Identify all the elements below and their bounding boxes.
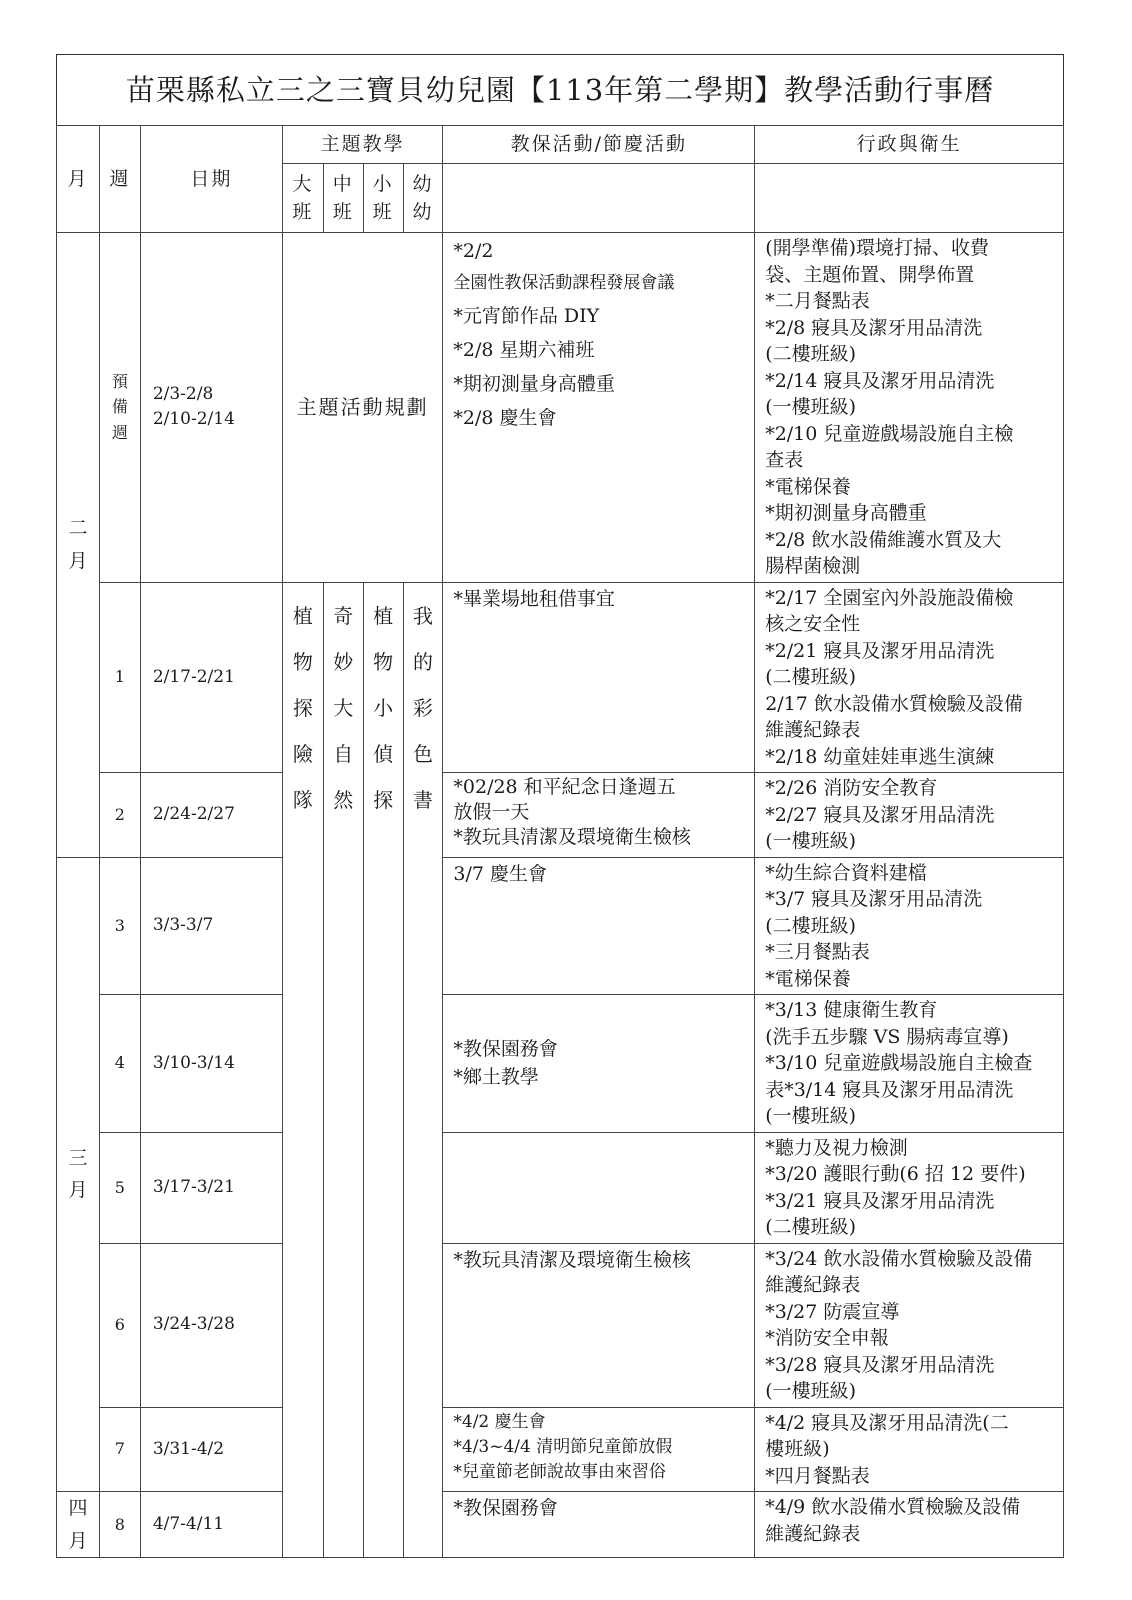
week-admin: *2/26 消防安全教育 *2/27 寢具及潔牙用品清洗 (一樓班級) <box>755 773 1064 858</box>
month-apr: 四 月 <box>57 1492 100 1558</box>
week-number: 4 <box>99 995 140 1133</box>
class-mid-header: 中 班 <box>323 164 363 233</box>
topic-mid-class: 奇 妙 大 自 然 <box>323 582 363 1558</box>
week-dates: 3/10-3/14 <box>140 995 282 1133</box>
week-number: 2 <box>99 773 140 858</box>
week-dates: 4/7-4/11 <box>140 1492 282 1558</box>
week-activities: *教玩具清潔及環境衛生檢核 <box>443 1243 755 1407</box>
activities-subheader <box>443 164 755 233</box>
activities-header: 教保活動/節慶活動 <box>443 126 755 164</box>
calendar-page <box>56 54 1064 1552</box>
topic-baby-class: 我 的 彩 色 書 <box>403 582 443 1558</box>
document-title: 苗栗縣私立三之三寶貝幼兒園【113年第二學期】教學活動行事曆 <box>56 54 1064 126</box>
week-activities: *4/2 慶生會 *4/3~4/4 清明節兒童節放假 *兒童節老師說故事由來習俗 <box>443 1407 755 1492</box>
prep-dates: 2/3-2/8 2/10-2/14 <box>140 233 282 583</box>
week-number: 5 <box>99 1132 140 1243</box>
admin-subheader <box>755 164 1064 233</box>
theme-header: 主題教學 <box>282 126 442 164</box>
week-admin: *4/9 飲水設備水質檢驗及設備 維護紀錄表 <box>755 1492 1064 1558</box>
date-header: 日期 <box>140 126 282 233</box>
week-number: 6 <box>99 1243 140 1407</box>
topic-small-class: 植 物 小 偵 探 <box>363 582 403 1558</box>
month-feb: 二 月 <box>57 233 100 858</box>
week-dates: 3/17-3/21 <box>140 1132 282 1243</box>
week-dates: 2/17-2/21 <box>140 582 282 773</box>
week-dates: 3/31-4/2 <box>140 1407 282 1492</box>
week-number: 3 <box>99 857 140 995</box>
theme-planning: 主題活動規劃 <box>282 233 442 583</box>
prep-week-label: 預 備 週 <box>99 233 140 583</box>
month-header: 月 <box>57 126 100 233</box>
class-small-header: 小 班 <box>363 164 403 233</box>
admin-header: 行政與衛生 <box>755 126 1064 164</box>
topic-big-class: 植 物 探 險 隊 <box>282 582 323 1558</box>
week-admin: *聽力及視力檢測 *3/20 護眼行動(6 招 12 要件) *3/21 寢具及潔牙用品清洗 (二樓班級) <box>755 1132 1064 1243</box>
week-dates: 3/3-3/7 <box>140 857 282 995</box>
prep-admin: (開學準備)環境打掃、收費 袋、主題佈置、開學佈置 *二月餐點表 *2/8 寢具及潔牙用品清洗 (二樓班級) *2/14 寢具及潔牙用品清洗 (一樓班級) *2/10 兒童遊戲場設施自主檢 查表 *電梯保養 *期初測量身高體重 *2/8 飲水設備維護水質及大 腸桿菌檢測 <box>755 233 1064 583</box>
class-baby-header: 幼 幼 <box>403 164 443 233</box>
prep-activities: *2/2 全園性教保活動課程發展會議 *元宵節作品 DIY *2/8 星期六補班 *期初測量身高體重 *2/8 慶生會 <box>443 233 755 583</box>
week-dates: 3/24-3/28 <box>140 1243 282 1407</box>
class-big-header: 大 班 <box>282 164 323 233</box>
week-number: 7 <box>99 1407 140 1492</box>
week-number: 8 <box>99 1492 140 1558</box>
week-admin: *3/13 健康衛生教育 (洗手五步驟 VS 腸病毒宣導) *3/10 兒童遊戲場設施自主檢查 表*3/14 寢具及潔牙用品清洗 (一樓班級) <box>755 995 1064 1133</box>
week-header: 週 <box>99 126 140 233</box>
month-mar: 三 月 <box>57 857 100 1492</box>
week-admin: *4/2 寢具及潔牙用品清洗(二 樓班級) *四月餐點表 <box>755 1407 1064 1492</box>
week-admin: *3/24 飲水設備水質檢驗及設備 維護紀錄表 *3/27 防震宣導 *消防安全申報 *3/28 寢具及潔牙用品清洗 (一樓班級) <box>755 1243 1064 1407</box>
week-dates: 2/24-2/27 <box>140 773 282 858</box>
week-activities: *教保園務會 *鄉土教學 <box>443 995 755 1133</box>
week-activities: *畢業場地租借事宜 <box>443 582 755 773</box>
week-activities: 3/7 慶生會 <box>443 857 755 995</box>
week-admin: *幼生綜合資料建檔 *3/7 寢具及潔牙用品清洗 (二樓班級) *三月餐點表 *電梯保養 <box>755 857 1064 995</box>
week-number: 1 <box>99 582 140 773</box>
week-admin: *2/17 全園室內外設施設備檢 核之安全性 *2/21 寢具及潔牙用品清洗 (二樓班級) 2/17 飲水設備水質檢驗及設備 維護紀錄表 *2/18 幼童娃娃車逃生演練 <box>755 582 1064 773</box>
week-activities: *02/28 和平紀念日逢週五 放假一天 *教玩具清潔及環境衛生檢核 <box>443 773 755 858</box>
week-activities: *教保園務會 <box>443 1492 755 1558</box>
calendar-table <box>56 125 1064 1558</box>
week-activities <box>443 1132 755 1243</box>
